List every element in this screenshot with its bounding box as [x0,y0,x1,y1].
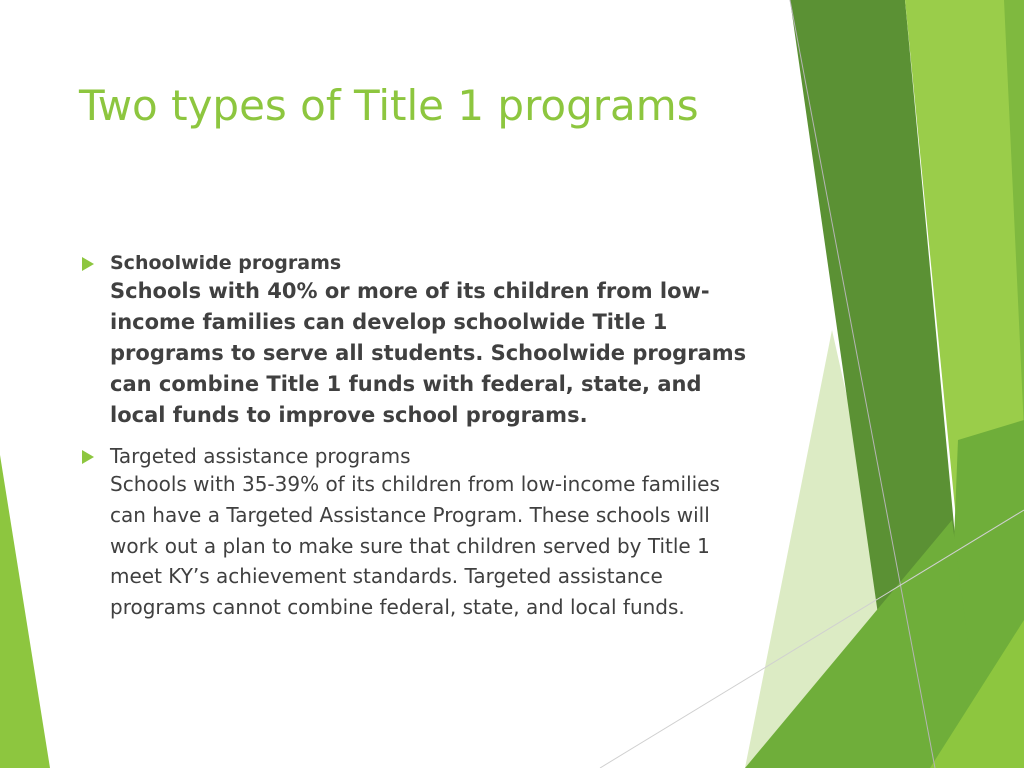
bullet-heading: Schoolwide programs [110,252,342,274]
slide-title: Two types of Title 1 programs [79,81,699,130]
bullet-item-schoolwide [80,250,760,431]
left-edge-facet [0,455,50,768]
triangle-right-arrow-icon [82,450,94,464]
bullet-list [80,250,760,623]
bullet-item-targeted [80,443,760,623]
bullet-body: Schools with 35-39% of its children from low-income families can have a Targeted Assistance Program. These schools will work out a plan to make sure that children served by Title 1 meet KY’s achievement standards. Targeted assistance programs cannot combine federal, state, and local funds. [110,472,720,620]
bullet-body: Schools with 40% or more of its children from low-income families can develop schoolwide Title 1 programs to serve all students. Schoolwide programs can combine Title 1 funds with federal, state, and local funds to improve school programs. [110,279,747,427]
bullet-heading: Targeted assistance programs [110,444,411,468]
triangle-right-arrow-icon [82,257,94,271]
